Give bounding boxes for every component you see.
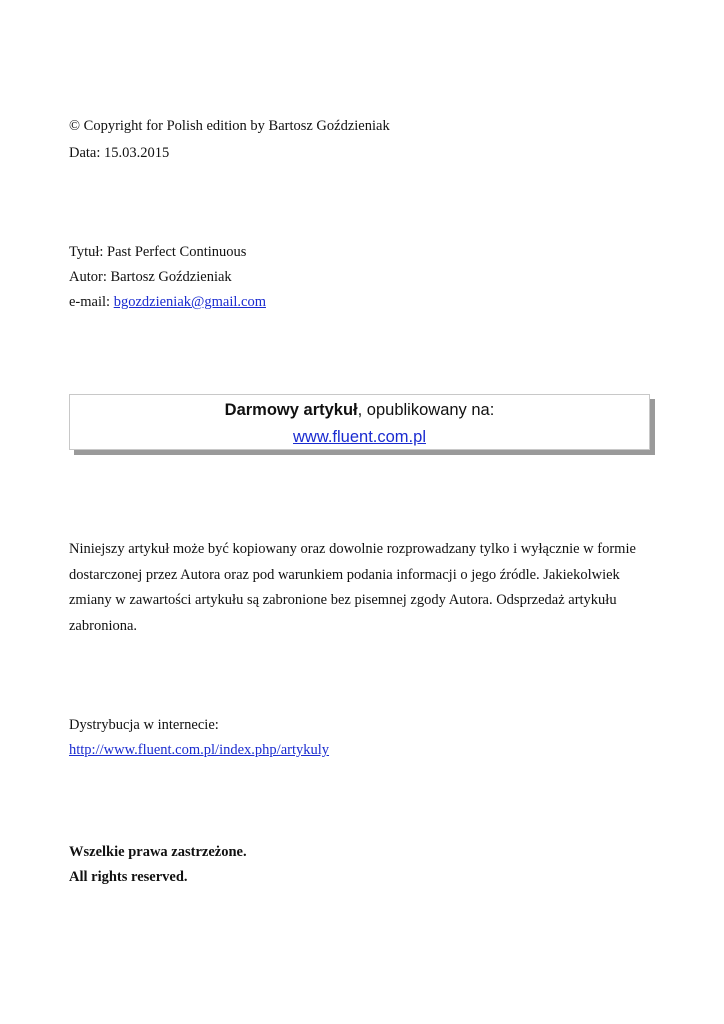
- distribution-link[interactable]: http://www.fluent.com.pl/index.php/artykuly: [69, 742, 330, 758]
- banner-rest-text: , opublikowany na:: [357, 401, 495, 419]
- copyright-line: © Copyright for Polish edition by Bartosz Goździeniak: [69, 118, 390, 134]
- banner-bold-text: Darmowy artykuł: [224, 401, 358, 419]
- author-line: Autor: Bartosz Goździeniak: [69, 269, 232, 285]
- license-line-1: Niniejszy artykuł może być kopiowany oraz dowolnie rozprowadzany tylko i wyłącznie w formie: [69, 541, 636, 557]
- rights-english: All rights reserved.: [69, 869, 188, 885]
- date-line: Data: 15.03.2015: [69, 145, 170, 161]
- distribution-label: Dystrybucja w internecie:: [69, 717, 219, 733]
- email-line: [69, 292, 266, 312]
- license-line-4: zabroniona.: [69, 618, 138, 634]
- title-line: Tytuł: Past Perfect Continuous: [69, 244, 247, 260]
- email-link[interactable]: bgozdzieniak@gmail.com: [113, 294, 266, 310]
- email-label: e-mail:: [69, 294, 114, 310]
- free-article-banner: [69, 394, 650, 450]
- banner-site-link[interactable]: www.fluent.com.pl: [293, 428, 426, 446]
- banner-heading: [70, 399, 649, 421]
- distribution-line: [69, 740, 329, 760]
- license-line-2: dostarczonej przez Autora oraz pod warunkiem podania informacji o jego źródle. Jakiekolwiek: [69, 567, 620, 583]
- license-line-3: zmiany w zawartości artykułu są zabronione bez pisemnej zgody Autora. Odsprzedaż artykułu: [69, 592, 617, 608]
- banner-site-row: [70, 426, 649, 448]
- rights-polish: Wszelkie prawa zastrzeżone.: [69, 844, 247, 860]
